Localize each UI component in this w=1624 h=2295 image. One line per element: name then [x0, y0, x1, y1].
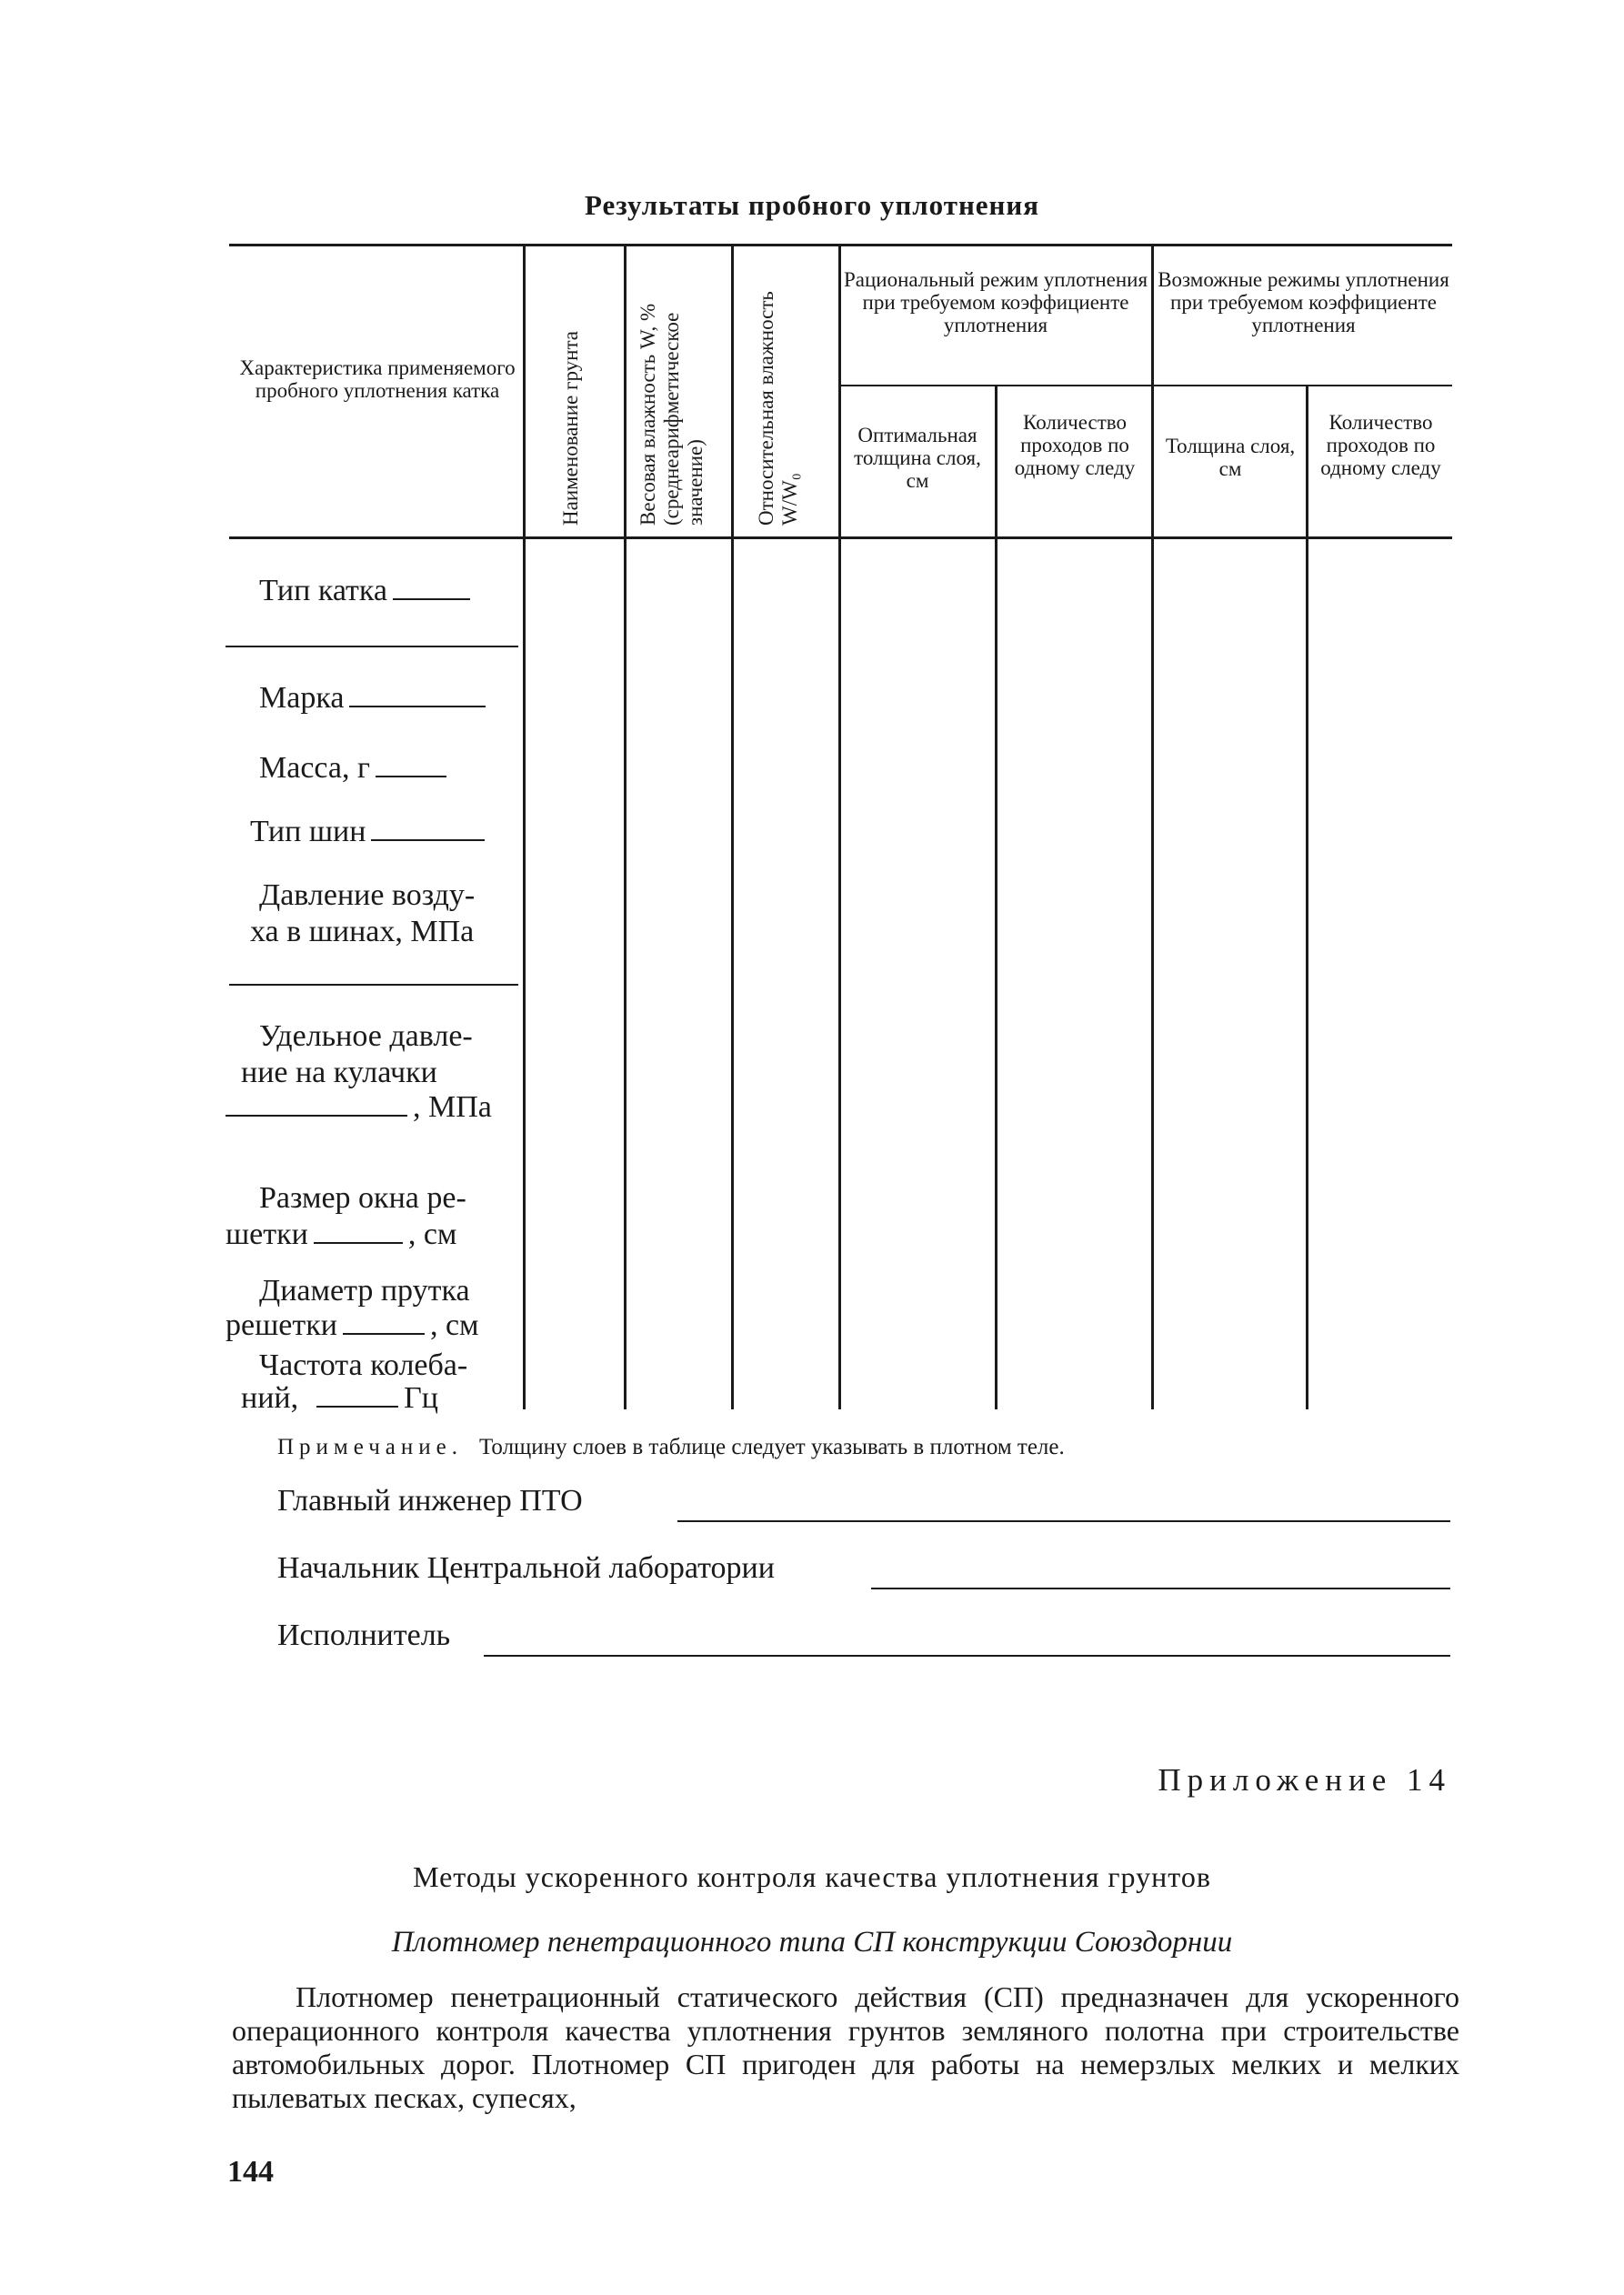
- row-frequency-1: Частота колеба-: [259, 1348, 468, 1382]
- col-divider-6: [1151, 244, 1154, 1409]
- table-title: Результаты пробного уплотнения: [584, 189, 1040, 221]
- row-rod-diameter-2: решетки , см: [226, 1308, 479, 1342]
- blank-line: [349, 705, 486, 707]
- row-brand: Марка: [259, 680, 491, 717]
- row-divider: [229, 984, 518, 986]
- signature-chief-engineer: Главный инженер ПТО: [277, 1484, 583, 1518]
- col-divider-3: [731, 244, 734, 1409]
- signature-line: [871, 1588, 1450, 1589]
- signature-line: [484, 1655, 1450, 1657]
- header-group-possible: Возможные режимы уплотнения при требуемом коэффициенте уплотнения: [1158, 268, 1449, 336]
- section-title: Методы ускоренного контроля качества уплотнения грунтов: [413, 1860, 1211, 1893]
- header-characteristic: Характеристика применяемого пробного уплотнения катка: [239, 356, 516, 402]
- blank-line: [226, 1114, 407, 1117]
- signature-line: [677, 1520, 1450, 1522]
- appendix-label: Приложение 14: [1158, 1762, 1451, 1798]
- header-optimal-thickness: Оптимальная толщина слоя, см: [854, 424, 981, 492]
- row-tire-pressure-2: ха в шинах, МПа: [250, 915, 475, 948]
- row-tire-pressure-1: Давление возду-: [259, 878, 476, 912]
- blank-line: [316, 1405, 398, 1408]
- row-specific-pressure-1: Удельное давле-: [259, 1019, 473, 1053]
- header-passes-possible: Количество проходов по одному следу: [1320, 411, 1441, 479]
- col-divider-5: [995, 385, 997, 1409]
- row-grid-size-1: Размер окна ре-: [259, 1181, 466, 1215]
- row-tire-type: Тип шин: [250, 814, 490, 850]
- header-soil-name: Наименование грунта: [559, 330, 582, 526]
- row-specific-pressure-3: , МПа: [226, 1089, 492, 1126]
- row-divider: [226, 646, 518, 647]
- col-divider-1: [523, 244, 526, 1409]
- header-weight-moisture: Весовая влажность W, % (среднеарифметическое значение): [637, 303, 707, 526]
- note-label: Примечание.: [277, 1435, 464, 1459]
- header-subdivider-possible: [1151, 385, 1452, 386]
- blank-line: [376, 775, 446, 777]
- row-roller-type: Тип катка: [259, 573, 476, 609]
- body-paragraph: Плотномер пенетрационный статического действия (СП) предназначен для ускоренного операционного контроля качества уплотнения грунтов земляного полотна при строительстве автомобильных дорог. Плотномер СП пригоден для работы на немерзлых мелких и мелких пылеватых песках, супесях,: [232, 1980, 1459, 2114]
- row-mass: Масса, г: [259, 750, 452, 787]
- table-note: [277, 1435, 1065, 1460]
- note-text: Толщину слоев в таблице следует указывать в плотном теле.: [479, 1435, 1065, 1459]
- page-number: 144: [227, 2155, 274, 2189]
- row-rod-diameter-1: Диаметр прутка: [259, 1274, 470, 1308]
- header-passes-rational: Количество проходов по одному следу: [1014, 411, 1136, 479]
- signature-lab-head: Начальник Центральной лаборатории: [277, 1551, 775, 1585]
- header-layer-thickness: Толщина слоя, см: [1165, 435, 1296, 480]
- header-relative-moisture: Относительная влажность W/W₀: [755, 291, 801, 526]
- header-group-rational: Рациональный режим уплотнения при требуемом коэффициенте уплотнения: [843, 268, 1148, 336]
- subsection-title: Плотномер пенетрационного типа СП конструкции Союздорнии: [391, 1926, 1233, 1959]
- blank-line: [314, 1241, 403, 1244]
- row-specific-pressure-2: ние на кулачки: [241, 1056, 437, 1089]
- col-divider-2: [624, 244, 627, 1409]
- blank-line: [343, 1332, 425, 1335]
- col-divider-7: [1306, 385, 1308, 1409]
- signature-executor: Исполнитель: [277, 1619, 451, 1652]
- row-grid-size-2: шетки , см: [226, 1218, 457, 1251]
- col-divider-4: [838, 244, 841, 1409]
- blank-line: [393, 597, 470, 600]
- blank-line: [371, 838, 485, 841]
- row-frequency-2: ний, Гц: [241, 1381, 438, 1415]
